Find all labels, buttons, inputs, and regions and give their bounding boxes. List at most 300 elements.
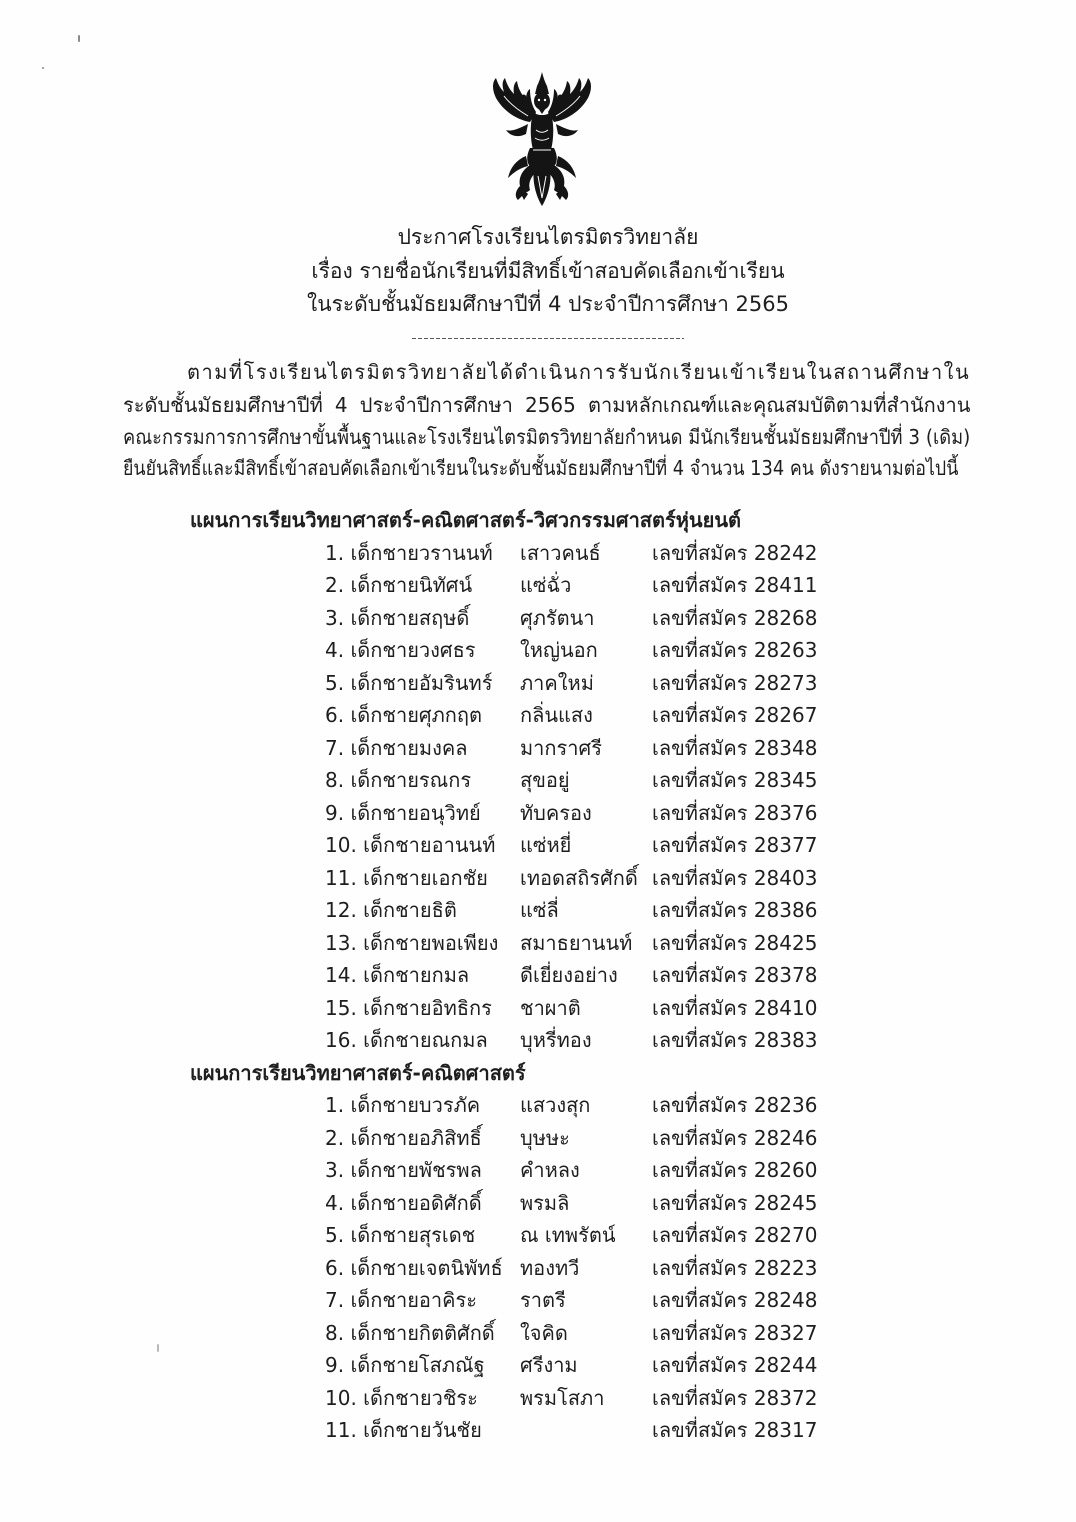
student-number: 14. (325, 963, 357, 987)
student-name: เด็กชายอัมรินทร์ (350, 670, 493, 695)
student-number: 4. (325, 638, 345, 662)
student-number: 8. (325, 768, 345, 792)
student-surname: เทอดสถิรศักดิ์ (520, 865, 638, 890)
student-number-and-name (325, 894, 457, 927)
registration-label: เลขที่สมัคร (652, 1223, 748, 1247)
student-row (0, 1382, 1076, 1415)
registration-label: เลขที่สมัคร (652, 1028, 748, 1052)
registration-number: 28236 (753, 1093, 818, 1117)
student-name: เด็กชายพอเพียง (363, 930, 499, 955)
student-row (0, 992, 1076, 1025)
registration-label: เลขที่สมัคร (652, 703, 748, 727)
student-number-and-name (325, 1154, 482, 1187)
student-number: 7. (325, 1288, 345, 1312)
registration-cell (652, 602, 842, 635)
scan-speck (42, 67, 44, 69)
student-row (0, 894, 1076, 927)
student-surname: ราตรี (520, 1288, 566, 1312)
registration-number: 28386 (753, 898, 818, 922)
student-number: 10. (325, 833, 357, 857)
section-heading-row (0, 504, 1076, 537)
registration-cell (652, 1024, 842, 1057)
registration-cell (652, 1219, 842, 1252)
registration (652, 602, 817, 635)
student-number: 4. (325, 1190, 345, 1215)
student-row (0, 1122, 1076, 1155)
student-number-and-name (325, 1089, 480, 1122)
student-surname: เสาวคนธ์ (520, 540, 601, 565)
student-number-and-name (325, 862, 488, 895)
registration-label: เลขที่สมัคร (652, 963, 748, 987)
student-number-and-name (325, 927, 498, 960)
section-heading-row (0, 1057, 1076, 1090)
student-surname-cell (520, 797, 648, 830)
student-surname-cell (520, 1122, 648, 1155)
student-number-and-name (325, 959, 469, 992)
student-number: 7. (325, 735, 345, 760)
student-number-and-name (325, 1187, 482, 1220)
student-row (0, 732, 1076, 765)
student-name: เด็กชายอภิสิทธิ์ (350, 1125, 482, 1150)
student-surname: พรมลิ (520, 1190, 570, 1215)
registration-label: เลขที่สมัคร (652, 540, 748, 565)
student-name: เด็กชายวรานนท์ (350, 540, 493, 565)
student-surname: ทับครอง (520, 800, 592, 825)
registration-label: เลขที่สมัคร (652, 1385, 748, 1410)
student-row (0, 1317, 1076, 1350)
registration (652, 959, 817, 992)
student-surname-cell (520, 732, 648, 765)
registration-number: 28242 (753, 540, 818, 565)
student-name-cell (325, 537, 517, 570)
registration-cell (652, 634, 842, 667)
student-row (0, 1154, 1076, 1187)
student-name-cell (325, 1187, 517, 1220)
registration (652, 699, 817, 732)
student-name-cell (325, 1284, 517, 1317)
student-name-cell (325, 992, 517, 1025)
student-row (0, 699, 1076, 732)
emblem-wing-left (493, 78, 536, 122)
registration-cell (652, 1414, 842, 1447)
student-name-cell (325, 1349, 517, 1382)
registration-label: เลขที่สมัคร (652, 1320, 748, 1345)
registration (652, 894, 817, 927)
registration-cell (652, 927, 842, 960)
registration-cell (652, 1122, 842, 1155)
registration-label: เลขที่สมัคร (652, 1255, 748, 1280)
registration-number: 28263 (753, 638, 818, 662)
registration (652, 1024, 817, 1057)
registration (652, 1252, 817, 1285)
body-line (123, 389, 970, 421)
student-surname: แซ่หยี่ (520, 833, 572, 857)
student-name-cell (325, 764, 517, 797)
student-surname-cell (520, 1187, 648, 1220)
registration (652, 667, 817, 700)
section-title: แผนการเรียนวิทยาศาสตร์-คณิตศาสตร์-วิศวกรรมศาสตร์หุ่นยนต์ (190, 508, 741, 532)
registration-cell (652, 1349, 842, 1382)
student-number-and-name (325, 537, 493, 570)
announcement-subtitle: ในระดับชั้นมัธยมศึกษาปีที่ 4 ประจำปีการศึกษา 2565 (306, 292, 789, 316)
registration-number: 28410 (753, 995, 818, 1020)
student-row (0, 1284, 1076, 1317)
student-surname-cell (520, 1089, 648, 1122)
student-surname-cell (520, 959, 648, 992)
student-number: 6. (325, 703, 345, 727)
student-number: 9. (325, 800, 345, 825)
registration (652, 1414, 817, 1447)
registration-number: 28244 (753, 1353, 818, 1377)
registration (652, 927, 817, 960)
student-row (0, 1349, 1076, 1382)
student-surname: ชาผาติ (520, 995, 581, 1020)
student-surname: แซ่ฉั่ว (520, 573, 572, 597)
registration-number: 28273 (753, 670, 818, 695)
student-number-and-name (325, 797, 481, 830)
student-name: เด็กชายพัชรพล (350, 1158, 482, 1182)
registration-cell (652, 1187, 842, 1220)
student-surname-cell (520, 699, 648, 732)
student-surname-cell (520, 1349, 648, 1382)
student-name-cell (325, 1382, 517, 1415)
student-name: เด็กชายธิติ (363, 898, 457, 922)
registration-label: เลขที่สมัคร (652, 930, 748, 955)
registration (652, 1349, 817, 1382)
student-surname-cell (520, 927, 648, 960)
body-line-text: ยืนยันสิทธิ์และมีสิทธิ์เข้าสอบคัดเลือกเข้าเรียนในระดับชั้นมัธยมศึกษาปีที่ 4 จำนวน 134 คน ดังรายนามต่อไปนี้ (123, 456, 958, 480)
student-name-cell (325, 1219, 517, 1252)
registration (652, 829, 817, 862)
registration-number: 28411 (753, 573, 818, 597)
body-line-text: คณะกรรมการการศึกษาขั้นพื้นฐานและโรงเรียนไตรมิตรวิทยาลัยกำหนด มีนักเรียนชั้นมัธยมศึกษาปีที่ 3 (เดิม) (123, 425, 970, 449)
student-row (0, 1024, 1076, 1057)
registration-cell (652, 1382, 842, 1415)
student-number-and-name (325, 764, 471, 797)
student-number: 12. (325, 898, 357, 922)
student-surname: แสวงสุก (520, 1093, 591, 1117)
student-row (0, 634, 1076, 667)
student-name: เด็กชายเจตนิพัทธ์ (350, 1255, 503, 1280)
registration-label: เลขที่สมัคร (652, 995, 748, 1020)
registration-number: 28327 (753, 1320, 818, 1345)
registration (652, 634, 817, 667)
registration-label: เลขที่สมัคร (652, 768, 748, 792)
student-surname-cell (520, 569, 648, 602)
student-number: 2. (325, 573, 345, 597)
student-row (0, 797, 1076, 830)
registration-number: 28376 (753, 800, 818, 825)
student-surname-cell (520, 634, 648, 667)
emblem-wing-right (548, 78, 591, 122)
student-row (0, 569, 1076, 602)
student-surname: ดีเยี่ยงอย่าง (520, 963, 618, 987)
registration-cell (652, 797, 842, 830)
registration-cell (652, 764, 842, 797)
student-surname: ณ เทพรัตน์ (520, 1223, 616, 1247)
student-name: เด็กชายอานนท์ (363, 833, 496, 857)
student-surname-cell (520, 829, 648, 862)
registration-cell (652, 992, 842, 1025)
student-row (0, 862, 1076, 895)
student-surname: บุษษะ (520, 1125, 570, 1150)
student-name: เด็กชายกิตติศักดิ์ (350, 1320, 495, 1345)
student-number-and-name (325, 1414, 482, 1447)
registration-cell (652, 894, 842, 927)
registration-cell (652, 699, 842, 732)
student-surname-cell (520, 992, 648, 1025)
registration-label: เลขที่สมัคร (652, 1190, 748, 1215)
title-divider (412, 338, 684, 339)
student-name-cell (325, 699, 517, 732)
registration (652, 797, 817, 830)
registration (652, 569, 817, 602)
student-row (0, 537, 1076, 570)
registration-number: 28248 (753, 1288, 818, 1312)
registration-number: 28372 (753, 1385, 818, 1410)
student-row (0, 1089, 1076, 1122)
student-name-cell (325, 1122, 517, 1155)
student-name-cell (325, 927, 517, 960)
student-surname-cell (520, 862, 648, 895)
student-number-and-name (325, 1219, 475, 1252)
registration-cell (652, 1252, 842, 1285)
registration (652, 1382, 817, 1415)
student-surname: ทองทวี (520, 1255, 580, 1280)
student-name-cell (325, 862, 517, 895)
registration-number: 28245 (753, 1190, 818, 1215)
student-row (0, 959, 1076, 992)
student-number: 1. (325, 1093, 345, 1117)
registration-label: เลขที่สมัคร (652, 800, 748, 825)
student-number-and-name (325, 699, 482, 732)
student-row (0, 667, 1076, 700)
student-surname-cell (520, 894, 648, 927)
student-number: 5. (325, 1223, 345, 1247)
student-name: เด็กชายสุรเดช (350, 1223, 476, 1247)
section-title-box (190, 1057, 790, 1090)
student-name-cell (325, 1089, 517, 1122)
student-name-cell (325, 634, 517, 667)
student-surname-cell (520, 1219, 648, 1252)
registration (652, 1219, 817, 1252)
student-surname-cell (520, 1024, 648, 1057)
registration-number: 28348 (753, 735, 818, 760)
body-line-text: ระดับชั้นมัธยมศึกษาปีที่ 4 ประจำปีการศึกษา 2565 ตามหลักเกณฑ์และคุณสมบัติตามที่สำนักงาน (123, 393, 970, 417)
student-surname-cell (520, 1154, 648, 1187)
registration-cell (652, 1154, 842, 1187)
registration (652, 1317, 817, 1350)
student-surname-cell (520, 1382, 648, 1415)
student-surname: แซ่ลี่ (520, 898, 559, 922)
garuda-emblem (486, 72, 598, 208)
emblem-leg-right (548, 164, 564, 192)
announcement-subject: เรื่อง รายชื่อนักเรียนที่มีสิทธิ์เข้าสอบคัดเลือกเข้าเรียน (311, 258, 785, 283)
student-name: เด็กชายมงคล (350, 735, 468, 760)
student-surname: กลิ่นแสง (520, 703, 593, 727)
student-name: เด็กชายวันชัย (363, 1418, 482, 1442)
student-surname-cell (520, 1252, 648, 1285)
student-number-and-name (325, 1317, 495, 1350)
registration-cell (652, 829, 842, 862)
student-surname-cell (520, 667, 648, 700)
student-name-cell (325, 667, 517, 700)
registration (652, 1154, 817, 1187)
student-number-and-name (325, 634, 476, 667)
section-title-box (190, 504, 790, 537)
student-number: 1. (325, 540, 345, 565)
registration-number: 28246 (753, 1125, 818, 1150)
student-name-cell (325, 732, 517, 765)
student-name: เด็กชายอิทธิกร (363, 995, 492, 1020)
body-line (187, 356, 970, 388)
registration (652, 764, 817, 797)
student-name: เด็กชายโสภณัฐ (350, 1353, 485, 1377)
student-number: 9. (325, 1353, 345, 1377)
body-line-text: ตามที่โรงเรียนไตรมิตรวิทยาลัยได้ดำเนินการรับนักเรียนเข้าเรียนในสถานศึกษาใน (187, 360, 970, 384)
student-number: 8. (325, 1320, 345, 1345)
student-surname: สุขอยู่ (520, 768, 570, 792)
student-number-and-name (325, 829, 495, 862)
registration-cell (652, 1284, 842, 1317)
student-surname-cell (520, 764, 648, 797)
registration-cell (652, 1317, 842, 1350)
registration (652, 862, 817, 895)
student-name: เด็กชายวงศธร (350, 638, 476, 662)
registration-label: เลขที่สมัคร (652, 833, 748, 857)
student-list (0, 504, 1076, 1447)
student-surname-cell (520, 602, 648, 635)
student-number-and-name (325, 1382, 478, 1415)
registration-label: เลขที่สมัคร (652, 865, 748, 890)
student-name-cell (325, 1154, 517, 1187)
student-surname: ภาคใหม่ (520, 670, 594, 695)
student-name: เด็กชายอดิศักดิ์ (350, 1190, 482, 1215)
student-row (0, 1414, 1076, 1447)
student-name-cell (325, 1317, 517, 1350)
registration-label: เลขที่สมัคร (652, 573, 748, 597)
student-name-cell (325, 1024, 517, 1057)
emblem-crown (535, 72, 549, 94)
student-number: 5. (325, 670, 345, 695)
body-line (123, 421, 970, 453)
student-number: 15. (325, 995, 357, 1020)
registration-number: 28345 (753, 768, 818, 792)
student-surname: บุหรี่ทอง (520, 1028, 592, 1052)
section-title: แผนการเรียนวิทยาศาสตร์-คณิตศาสตร์ (190, 1060, 526, 1085)
student-number-and-name (325, 1122, 482, 1155)
registration (652, 1122, 817, 1155)
student-name: เด็กชายสฤษดิ์ (350, 605, 470, 630)
student-surname: สมาธยานนท์ (520, 930, 633, 955)
registration-number: 28223 (753, 1255, 818, 1280)
registration-label: เลขที่สมัคร (652, 1093, 748, 1117)
registration-label: เลขที่สมัคร (652, 1353, 748, 1377)
student-surname: พรมโสภา (520, 1385, 605, 1410)
student-surname: มากราศรี (520, 735, 602, 760)
student-number-and-name (325, 992, 492, 1025)
registration (652, 732, 817, 765)
registration-label: เลขที่สมัคร (652, 670, 748, 695)
registration (652, 537, 817, 570)
student-number-and-name (325, 1284, 477, 1317)
registration-cell (652, 959, 842, 992)
student-surname: คำหลง (520, 1158, 580, 1182)
registration-label: เลขที่สมัคร (652, 1125, 748, 1150)
student-number: 6. (325, 1255, 345, 1280)
registration-label: เลขที่สมัคร (652, 1158, 748, 1182)
student-number: 10. (325, 1385, 357, 1410)
student-surname: ใจคิด (520, 1320, 568, 1345)
registration-cell (652, 569, 842, 602)
registration-number: 28270 (753, 1223, 818, 1247)
student-number-and-name (325, 569, 472, 602)
student-name: เด็กชายอาคิระ (350, 1288, 478, 1312)
student-row (0, 927, 1076, 960)
emblem-leg-left (520, 164, 536, 192)
registration-label: เลขที่สมัคร (652, 898, 748, 922)
registration-number: 28317 (753, 1418, 818, 1442)
student-number: 11. (325, 1418, 357, 1442)
student-name-cell (325, 1414, 517, 1447)
registration-number: 28425 (753, 930, 818, 955)
student-name: เด็กชายศุภกฤต (350, 703, 482, 727)
student-row (0, 1187, 1076, 1220)
student-number-and-name (325, 1349, 485, 1382)
registration-cell (652, 667, 842, 700)
announcement-title: ประกาศโรงเรียนไตรมิตรวิทยาลัย (397, 225, 699, 249)
student-surname: ศรีงาม (520, 1353, 578, 1377)
registration-label: เลขที่สมัคร (652, 1288, 748, 1312)
registration-label: เลขที่สมัคร (652, 638, 748, 662)
student-number: 2. (325, 1125, 345, 1150)
registration-number: 28403 (753, 865, 818, 890)
announcement-header (20, 221, 1076, 322)
registration-cell (652, 537, 842, 570)
registration-label: เลขที่สมัคร (652, 1418, 748, 1442)
registration-cell (652, 732, 842, 765)
registration-cell (652, 862, 842, 895)
scan-speck (78, 35, 80, 42)
student-name-cell (325, 602, 517, 635)
student-number-and-name (325, 1024, 488, 1057)
registration-number: 28378 (753, 963, 818, 987)
registration (652, 1187, 817, 1220)
student-number: 11. (325, 865, 357, 890)
registration-number: 28383 (753, 1028, 818, 1052)
student-number-and-name (325, 1252, 503, 1285)
student-name: เด็กชายรณกร (350, 768, 472, 792)
registration (652, 1089, 817, 1122)
registration-cell (652, 1089, 842, 1122)
student-number-and-name (325, 667, 492, 700)
student-name: เด็กชายอนุวิทย์ (350, 800, 481, 825)
student-name: เด็กชายบวรภัค (350, 1093, 481, 1117)
student-surname-cell (520, 1284, 648, 1317)
student-surname: ศุภรัตนา (520, 605, 595, 630)
student-number-and-name (325, 732, 468, 765)
student-row (0, 829, 1076, 862)
registration (652, 992, 817, 1025)
student-surname-cell (520, 537, 648, 570)
emblem-figure (493, 72, 591, 206)
student-row (0, 1219, 1076, 1252)
emblem-tail (533, 168, 550, 206)
student-name: เด็กชายวชิระ (363, 1385, 478, 1410)
student-name: เด็กชายนิทัศน์ (350, 573, 473, 597)
body-line (123, 452, 958, 484)
student-number-and-name (325, 602, 469, 635)
